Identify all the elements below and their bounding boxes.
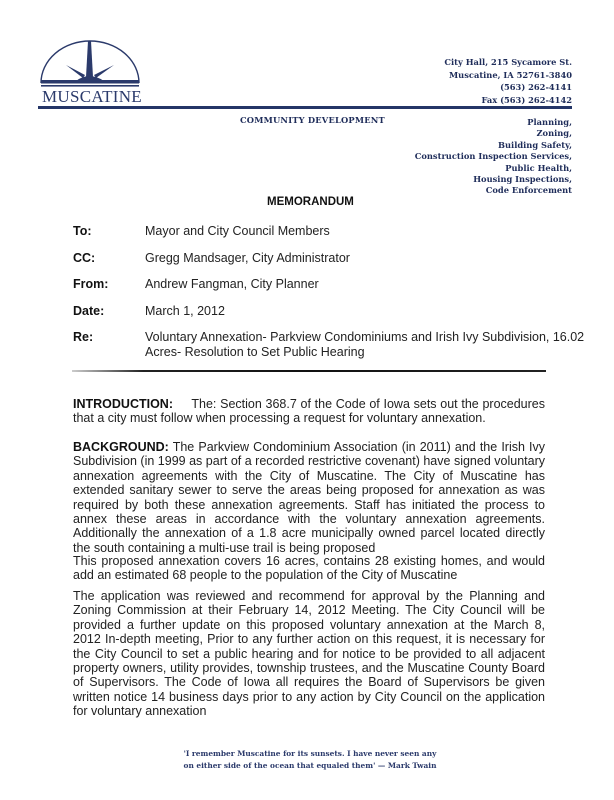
- field-label: Date:: [73, 304, 105, 318]
- introduction-heading: INTRODUCTION:: [73, 397, 173, 411]
- service-item: Zoning,: [536, 128, 572, 139]
- background-text: The Parkview Condominium Association (in 2011) and the Irish Ivy Subdivision (in 1999 as part of a recorded restrictive covenant) have signed voluntary annexation agreements with the City of Muscatine. The City of Muscatine has extended sanitary sewer to serve the areas being proposed for annexation as was required by both these annexation agreements. Staff has initiated the process to annex these areas in accordance with the voluntary annexation agreements. Additionally the annexation of a 1.8 acre municipally owned parcel located directly the south containing a multi-use trail is being proposed: [73, 440, 546, 555]
- department-name: COMMUNITY DEVELOPMENT: [240, 115, 385, 125]
- city-hall-address: [444, 56, 572, 106]
- service-item: Planning,: [527, 117, 572, 127]
- service-item: Building Safety,: [498, 139, 572, 150]
- section-divider: [72, 370, 546, 372]
- field-value: Andrew Fangman, City Planner: [145, 277, 319, 291]
- field-value: March 1, 2012: [145, 304, 225, 318]
- quote-line: 'I remember Muscatine for its sunsets. I have never seen any: [183, 749, 437, 758]
- background-heading: BACKGROUND:: [73, 440, 169, 454]
- mark-twain-quote: [150, 748, 470, 773]
- annexation-summary-paragraph: This proposed annexation covers 16 acres, contains 28 existing homes, and would add an estimated 68 people to the population of the City of Muscatine: [73, 554, 545, 583]
- address-line: City Hall, 215 Sycamore St.: [444, 57, 572, 67]
- muscatine-logo: [38, 37, 142, 107]
- fax-line: Fax (563) 262-4142: [481, 94, 572, 105]
- field-value: Mayor and City Council Members: [145, 224, 330, 238]
- field-label: From:: [73, 277, 109, 291]
- background-paragraph: [73, 440, 545, 555]
- quote-line: on either side of the ocean that equaled them' — Mark Twain: [183, 761, 437, 771]
- service-item: Construction Inspection Services,: [414, 151, 572, 162]
- address-line: Muscatine, IA 52761-3840: [449, 69, 572, 80]
- application-review-paragraph: The application was reviewed and recommend for approval by the Planning and Zoning Commission at their February 14, 2012 Meeting. The City Council will be provided a further update on this proposed voluntary annexation at the March 8, 2012 In-depth meeting, Prior to any further action on this request, it is necessary for the City Council to set a public hearing and for notice to be provided to all adjacent property owners, utility provides, township trustees, and the Muscatine County Board of Supervisors. The Code of Iowa all requires the Board of Supervisors be given written notice 14 business days prior to any action by City Council on the application for voluntary annexation: [73, 589, 545, 719]
- field-label: To:: [73, 224, 92, 238]
- service-item: Code Enforcement: [485, 185, 572, 196]
- introduction-paragraph: [73, 397, 545, 426]
- service-item: Housing Inspections,: [473, 174, 572, 185]
- department-services: [415, 117, 572, 197]
- field-value: Voluntary Annexation- Parkview Condominiums and Irish Ivy Subdivision, 16.02 Acres- Resolution to Set Public Hearing: [145, 330, 585, 359]
- sunrise-logo-icon: [38, 37, 142, 89]
- header-divider: [38, 106, 572, 109]
- field-value: Gregg Mandsager, City Administrator: [145, 251, 350, 265]
- service-item: Public Health,: [505, 162, 572, 173]
- phone-line: (563) 262-4141: [500, 82, 572, 92]
- introduction-text: The: Section 368.7 of the Code of Iowa sets out the procedures that a city must follow when processing a request for voluntary annexation.: [73, 397, 545, 426]
- field-label: CC:: [73, 251, 96, 265]
- field-label: Re:: [73, 330, 94, 344]
- logo-wordmark: MUSCATINE: [42, 87, 142, 106]
- memo-title: MEMORANDUM: [267, 196, 354, 208]
